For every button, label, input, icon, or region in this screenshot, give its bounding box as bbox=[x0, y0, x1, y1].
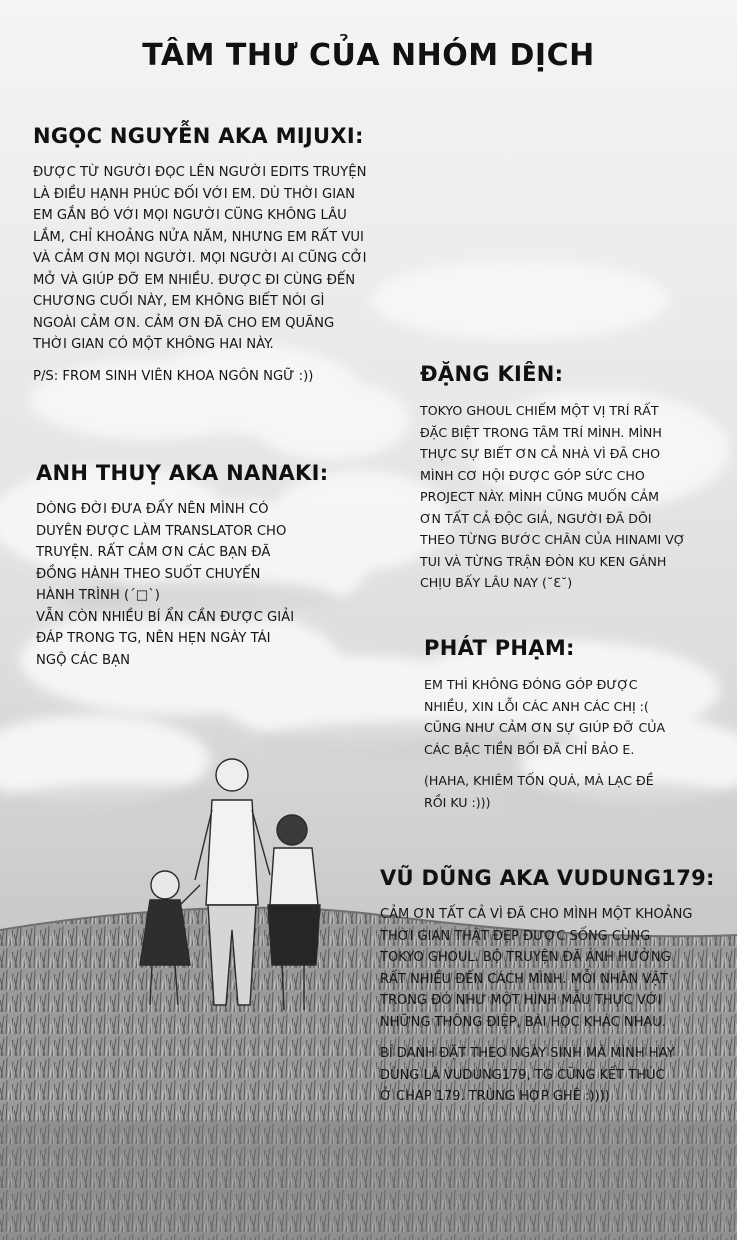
message-heading: VŨ DŨNG AKA VUDUNG179: bbox=[380, 866, 715, 890]
message-body: DÒNG ĐỜI ĐƯA ĐẨY NÊN MÌNH CÓ DUYÊN ĐƯỢC LÀM TRANSLATOR CHO TRUYỆN. RẤT CẢM ƠN CÁC BẠN ĐÃ ĐỒNG HÀNH THEO SUỐT CHUYẾN HÀNH TRÌNH (´□`) VẪN CÒN NHIỀU BÍ ẨN CẦN ĐƯỢC GIẢI ĐÁP TRONG TG, NÊN HẸN NGÀY TÁI NGỘ CÁC BẠN bbox=[36, 502, 295, 668]
message-postscript: P/S: FROM SINH VIÊN KHOA NGÔN NGỮ :)) bbox=[33, 368, 314, 384]
message-body: TOKYO GHOUL CHIẾM MỘT VỊ TRÍ RẤT ĐẶC BIỆT TRONG TÂM TRÍ MÌNH. MÌNH THỰC SỰ BIẾT ƠN CẢ NHÀ VÌ ĐÃ CHO MÌNH CƠ HỘI ĐƯỢC GÓP SỨC CHO PROJECT NÀY. MÌNH CŨNG MUỐN CẢM ƠN TẤT CẢ ĐỘC GIẢ, NGƯỜI ĐÃ DÕI THEO TỪNG BƯỚC CHÂN CỦA HINAMI VỢ TUI VÀ TỪNG TRẬN ĐÒN KU KEN GÁNH CHỊU BẤY LÂU NAY (˘Ɛ˘) bbox=[420, 403, 686, 590]
message-heading: ĐẶNG KIÊN: bbox=[420, 362, 564, 386]
message-heading: PHÁT PHẠM: bbox=[424, 636, 575, 660]
message-vudung bbox=[380, 866, 730, 1118]
message-nanaki bbox=[36, 461, 366, 681]
message-body: CẢM ƠN TẤT CẢ VÌ ĐÃ CHO MÌNH MỘT KHOẢNG THỜI GIAN THẬT ĐẸP ĐƯỢC SỐNG CÙNG TOKYO GHOUL. BỘ TRUYỆN ĐÃ ẢNH HƯỞNG RẤT NHIỀU ĐẾN CÁCH MÌNH. MỖI NHÂN VẬT TRONG ĐÓ NHƯ MỘT HÌNH MẪU THỰC VỚI NHỮNG THÔNG ĐIỆP, BÀI HỌC KHÁC NHAU. bbox=[380, 907, 693, 1030]
message-heading: NGỌC NGUYỄN AKA MIJUXI: bbox=[33, 124, 364, 148]
message-body: ĐƯỢC TỪ NGƯỜI ĐỌC LÊN NGƯỜI EDITS TRUYỆN LÀ ĐIỀU HẠNH PHÚC ĐỐI VỚI EM. DÙ THỜI GIAN EM GẮN BÓ VỚI MỌI NGƯỜI CŨNG KHÔNG LÂU LẮM, CHỈ KHOẢNG NỬA NĂM, NHƯNG EM RẤT VUI VÀ CẢM ƠN MỌI NGƯỜI. MỌI NGƯỜI AI CŨNG CỞI MỞ VÀ GIÚP ĐỠ EM NHIỀU. ĐƯỢC ĐI CÙNG ĐẾN CHƯƠNG CUỐI NÀY, EM KHÔNG BIẾT NÓI GÌ NGOÀI CẢM ƠN. CẢM ƠN ĐÃ CHO EM QUÃNG THỜI GIAN CÓ MỘT KHÔNG HAI NÀY. bbox=[33, 165, 367, 352]
message-pham bbox=[424, 636, 724, 823]
page-title: TÂM THƯ CỦA NHÓM DỊCH bbox=[142, 38, 595, 73]
message-heading: ANH THUỴ AKA NANAKI: bbox=[36, 461, 329, 485]
message-postscript: BÍ DANH ĐẶT THEO NGÀY SINH MÀ MÌNH HAY DÙNG LÀ VUDUNG179, TG CŨNG KẾT THÚC Ở CHAP 179. TRÙNG HỢP GHÊ :)))) bbox=[380, 1046, 675, 1104]
message-kien bbox=[420, 362, 720, 604]
message-mijuxi bbox=[33, 124, 403, 397]
message-aside: (HAHA, KHIÊM TỐN QUÁ, MÀ LẠC ĐỀ RỒI KU :))) bbox=[424, 773, 654, 810]
message-body: EM THÌ KHÔNG ĐÓNG GÓP ĐƯỢC NHIỀU, XIN LỖI CÁC ANH CÁC CHỊ :( CŨNG NHƯ CẢM ƠN SỰ GIÚP ĐỠ CỦA CÁC BẬC TIỀN BỐI ĐÃ CHỈ BẢO E. bbox=[424, 677, 666, 757]
